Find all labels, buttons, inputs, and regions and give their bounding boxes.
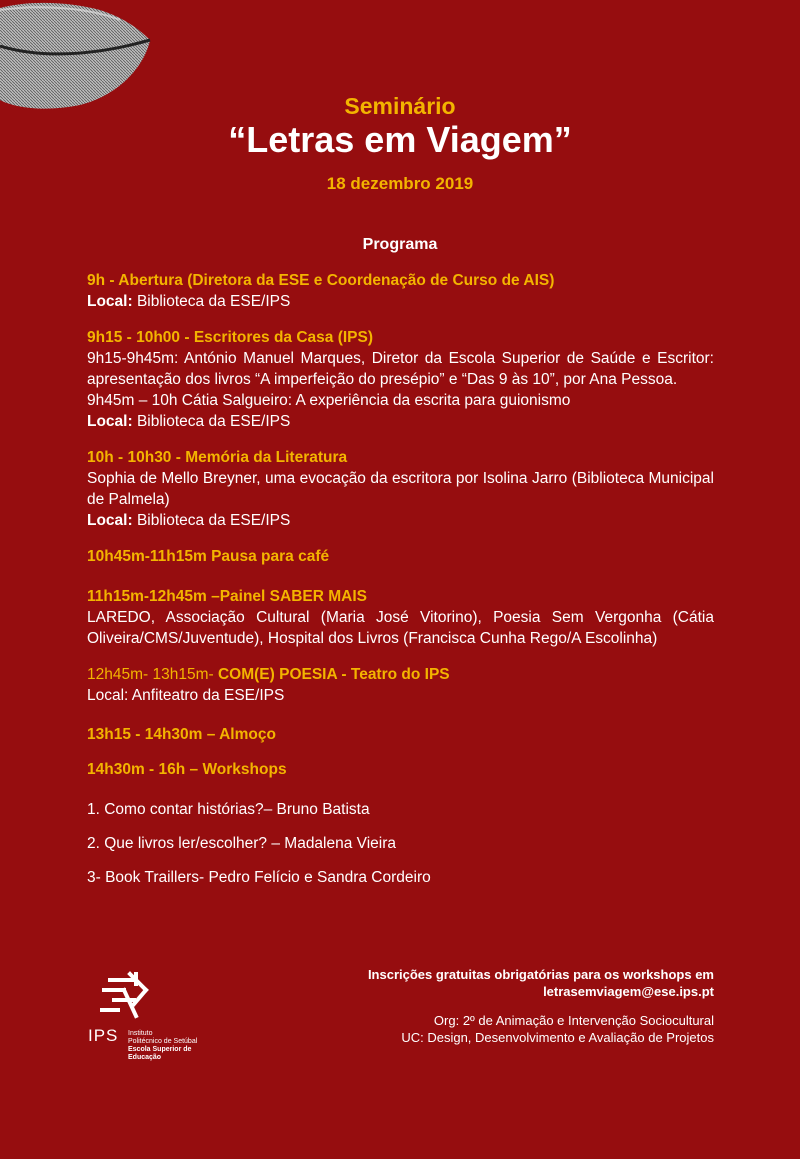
logo-ips-text: IPS <box>88 1026 119 1045</box>
registration-email[interactable]: letrasemviagem@ese.ips.pt <box>543 984 714 999</box>
session-memoria <box>87 447 714 531</box>
session-local <box>87 291 714 312</box>
session-escritores <box>87 327 714 432</box>
course-unit: UC: Design, Desenvolvimento e Avaliação de Projetos <box>401 1030 714 1045</box>
session-description: LAREDO, Associação Cultural (Maria José Vitorino), Poesia Sem Vergonha (Cátia Oliveira/CMS/Juventude), Hospital dos Livros (Francisca Cunha Rego/A Escolinha) <box>87 609 714 647</box>
logo-line: Instituto <box>128 1030 153 1037</box>
session-pausa <box>87 546 714 567</box>
session-poesia <box>87 664 714 706</box>
local-label: Local: <box>87 413 133 430</box>
organization: Org: 2º de Animação e Intervenção Sociocultural <box>433 1013 714 1028</box>
logo-line: Politécnico de Setúbal <box>128 1038 198 1045</box>
session-title: COM(E) POESIA - Teatro do IPS <box>213 666 450 683</box>
session-description: Sophia de Mello Breyner, uma evocação da escritora por Isolina Jarro (Biblioteca Municipal de Palmela) <box>87 470 714 508</box>
local-label: Local: <box>87 512 133 529</box>
session-heading: 10h - 10h30 - Memória da Literatura <box>87 449 348 466</box>
session-heading: 13h15 - 14h30m – Almoço <box>87 726 276 743</box>
logo-line: Educação <box>128 1054 162 1061</box>
workshop-item: 2. Que livros ler/escolher? – Madalena Vieira <box>87 835 397 852</box>
session-local <box>87 510 714 531</box>
local-label: Local: <box>87 293 133 310</box>
session-abertura <box>87 270 714 312</box>
workshop-item: 3- Book Traillers- Pedro Felício e Sandra Cordeiro <box>87 869 431 886</box>
seminar-title: “Letras em Viagem” <box>228 119 572 160</box>
session-heading: 14h30m - 16h – Workshops <box>87 761 287 778</box>
logo-institution-text <box>128 1030 197 1062</box>
local-value: Biblioteca da ESE/IPS <box>132 512 291 529</box>
session-heading <box>87 664 714 685</box>
session-heading: 11h15m-12h45m –Painel SABER MAIS <box>87 588 367 605</box>
session-heading: 10h45m-11h15m Pausa para café <box>87 548 330 565</box>
session-painel <box>87 586 714 649</box>
local-value: Biblioteca da ESE/IPS <box>132 413 291 430</box>
session-local <box>87 411 714 432</box>
session-time: 12h45m- 13h15m- <box>87 666 214 683</box>
session-local: Local: Anfiteatro da ESE/IPS <box>87 687 285 704</box>
session-heading: 9h15 - 10h00 - Escritores da Casa (IPS) <box>87 329 374 346</box>
session-description: 9h15-9h45m: António Manuel Marques, Diretor da Escola Superior de Saúde e Escritor: apresentação dos livros “A imperfeição do presépio” e “Das 9 às 10”, por Ana Pessoa. <box>87 350 714 388</box>
footer-info <box>368 966 714 1046</box>
programa-heading: Programa <box>362 236 438 253</box>
header <box>0 92 800 194</box>
session-almoco <box>87 724 714 745</box>
session-heading: 9h - Abertura (Diretora da ESE e Coordenação de Curso de AIS) <box>87 272 555 289</box>
logo-line: Escola Superior de <box>128 1046 192 1053</box>
seminar-label: Seminário <box>344 93 456 119</box>
program-list <box>87 270 714 901</box>
registration-note: Inscrições gratuitas obrigatórias para os workshops em <box>367 967 714 982</box>
local-value: Biblioteca da ESE/IPS <box>132 293 291 310</box>
session-description: 9h45m – 10h Cátia Salgueiro: A experiência da escrita para guionismo <box>87 392 571 409</box>
seminar-date: 18 dezembro 2019 <box>326 174 474 193</box>
workshop-item: 1. Como contar histórias?– Bruno Batista <box>87 801 370 818</box>
session-workshops <box>87 759 714 780</box>
